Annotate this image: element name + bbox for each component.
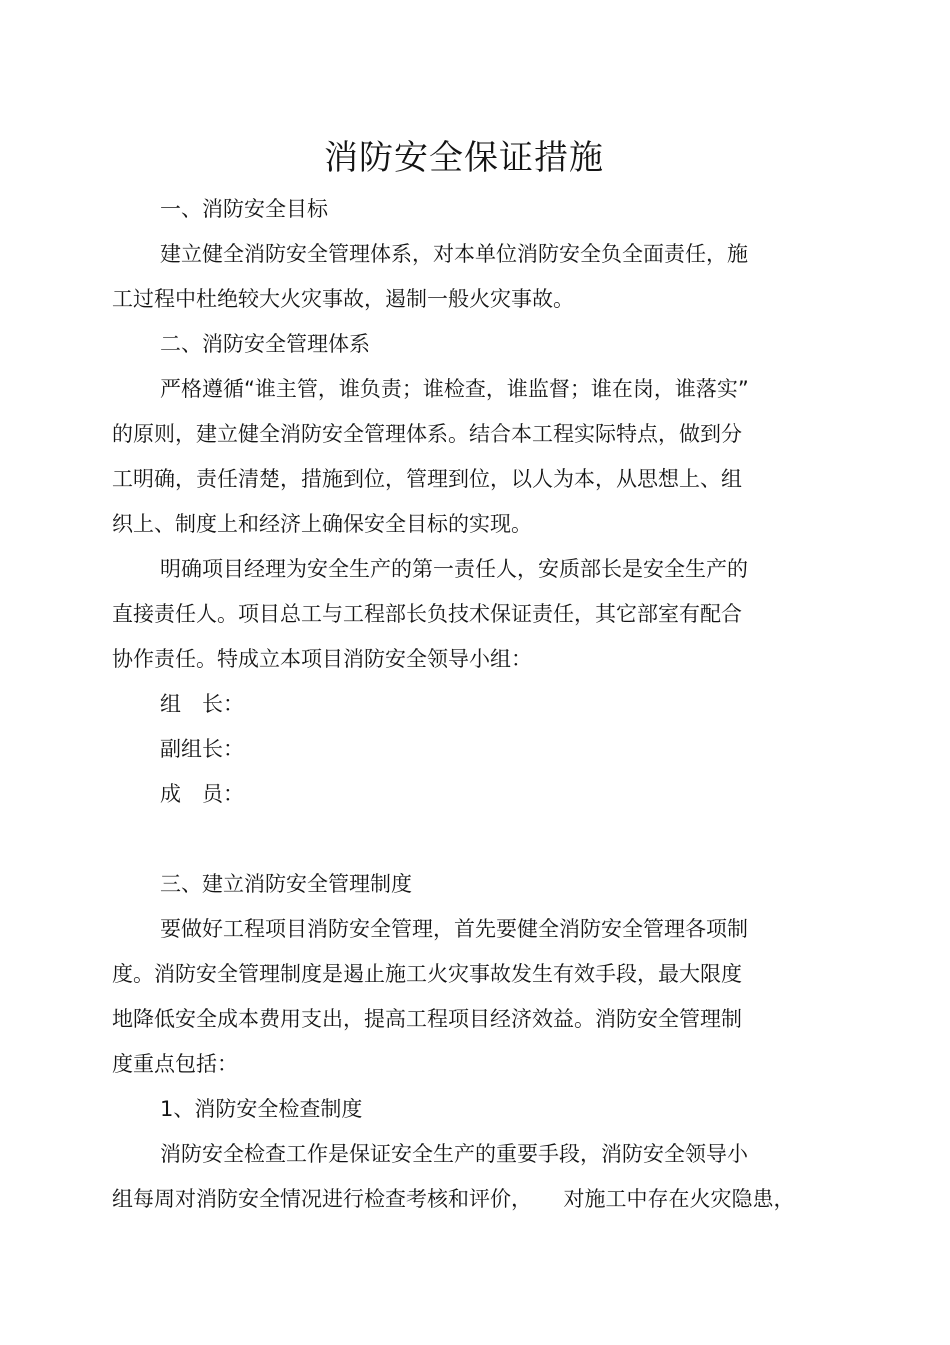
section-heading-2: 二、消防安全管理体系 bbox=[160, 332, 370, 356]
document-title: 消防安全保证措施 bbox=[324, 138, 604, 178]
paragraph-line: 地降低安全成本费用支出，提高工程项目经济效益。消防安全管理制 bbox=[112, 1007, 742, 1031]
paragraph-line: 织上、制度上和经济上确保安全目标的实现。 bbox=[112, 512, 532, 536]
paragraph-line: 工明确，责任清楚，措施到位，管理到位，以人为本，从思想上、组 bbox=[112, 467, 742, 491]
deputy-leader-label: 副组长： bbox=[160, 737, 244, 761]
paragraph-line: 协作责任。特成立本项目消防安全领导小组： bbox=[112, 647, 532, 671]
paragraph-line: 的原则，建立健全消防安全管理体系。结合本工程实际特点，做到分 bbox=[112, 422, 742, 446]
members-label: 成 员： bbox=[160, 782, 244, 806]
paragraph-line: 工过程中杜绝较大火灾事故，遏制一般火灾事故。 bbox=[112, 287, 574, 311]
group-leader-label: 组 长： bbox=[160, 692, 244, 716]
section-heading-3: 三、建立消防安全管理制度 bbox=[160, 872, 412, 896]
paragraph-line: 组每周对消防安全情况进行检查考核和评价， 对施工中存在火灾隐患， bbox=[112, 1187, 795, 1211]
paragraph-line: 直接责任人。项目总工与工程部长负技术保证责任，其它部室有配合 bbox=[112, 602, 742, 626]
paragraph-line: 建立健全消防安全管理体系，对本单位消防安全负全面责任，施 bbox=[160, 242, 748, 266]
paragraph-line: 度重点包括： bbox=[112, 1052, 238, 1076]
paragraph-line: 严格遵循“谁主管，谁负责；谁检查，谁监督；谁在岗，谁落实” bbox=[160, 377, 749, 401]
subsection-heading-1: 1、消防安全检查制度 bbox=[160, 1097, 363, 1121]
paragraph-line: 消防安全检查工作是保证安全生产的重要手段，消防安全领导小 bbox=[160, 1142, 748, 1166]
paragraph-line: 度。消防安全管理制度是遏止施工火灾事故发生有效手段，最大限度 bbox=[112, 962, 742, 986]
section-heading-1: 一、消防安全目标 bbox=[160, 197, 328, 221]
paragraph-line: 明确项目经理为安全生产的第一责任人，安质部长是安全生产的 bbox=[160, 557, 748, 581]
paragraph-line: 要做好工程项目消防安全管理，首先要健全消防安全管理各项制 bbox=[160, 917, 748, 941]
